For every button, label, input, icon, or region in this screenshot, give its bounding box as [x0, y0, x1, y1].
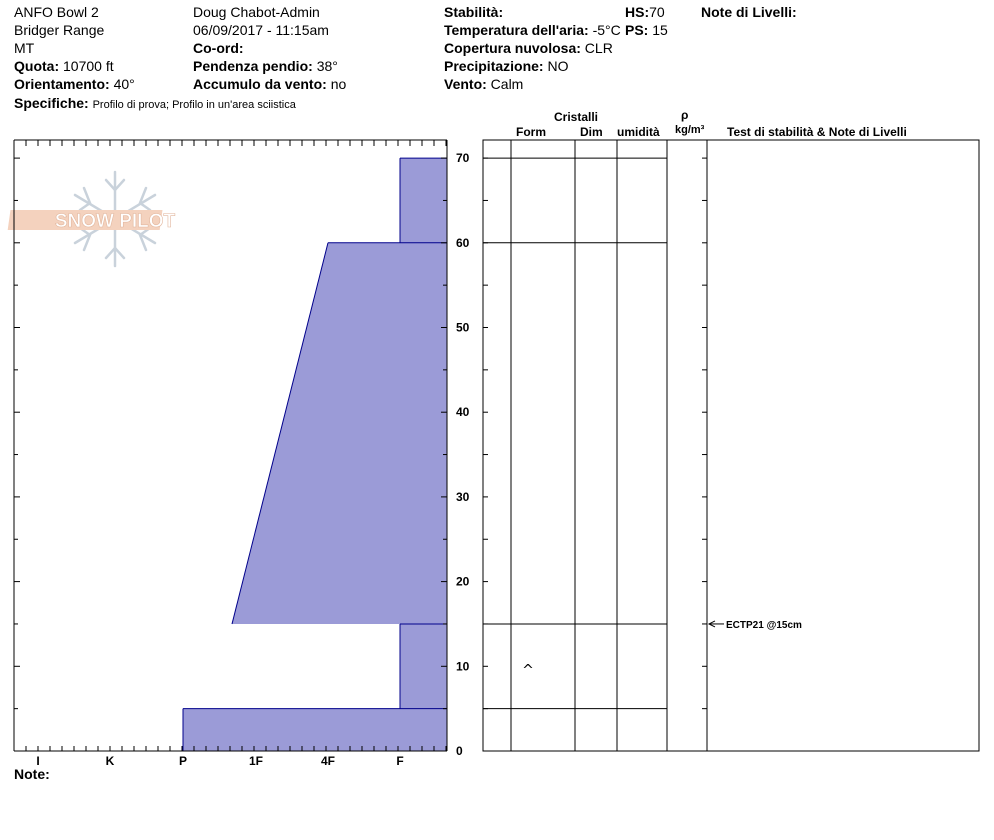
- elevation-label: Quota:: [14, 58, 60, 74]
- specifics-label: Specifiche:: [14, 95, 89, 111]
- size-header: Dim: [580, 125, 603, 139]
- stability-label: Stabilità:: [444, 4, 504, 20]
- height-tick-label: 30: [456, 489, 470, 504]
- observation-datetime: 06/09/2017 - 11:15am: [193, 22, 329, 38]
- ps-value: 15: [652, 22, 668, 38]
- hardness-tick-label: 1F: [248, 754, 264, 768]
- hardness-tick-label: 4F: [320, 754, 336, 768]
- stability-test-label: ECTP21 @15cm: [726, 619, 802, 631]
- crystal-form-symbol: ^: [522, 662, 534, 679]
- logo-text: SNOW PILOT: [54, 211, 176, 232]
- hs-value: 70: [649, 4, 665, 20]
- slope-value: 38°: [316, 58, 338, 74]
- hardness-layer: [183, 709, 447, 751]
- hardness-layer: [232, 243, 447, 624]
- height-tick-label: 10: [456, 659, 470, 674]
- observer-name: Doug Chabot-Admin: [193, 4, 320, 20]
- height-tick-label: 60: [456, 235, 470, 250]
- hardness-profile: [183, 158, 447, 751]
- hardness-tick-label: F: [396, 754, 404, 768]
- wind-loading-label: Accumulo da vento:: [193, 76, 327, 92]
- height-tick-label: 70: [456, 151, 470, 166]
- snowpilot-logo: [8, 172, 176, 266]
- aspect-value: 40°: [113, 76, 135, 92]
- wind-value: Calm: [490, 76, 524, 92]
- precip-value: NO: [547, 58, 569, 74]
- air-temp-value: -5°C: [592, 22, 621, 38]
- hardness-layer: [400, 158, 447, 243]
- layer-table-frame: [483, 140, 979, 751]
- height-tick-label: 50: [456, 320, 470, 335]
- stability-notes-header: Test di stabilità & Note di Livelli: [727, 125, 907, 139]
- moisture-header: umidità: [617, 125, 660, 139]
- height-axis-labels: [456, 151, 470, 758]
- height-tick-label: 0: [456, 744, 463, 758]
- state-name: MT: [14, 40, 35, 56]
- wind-loading-value: no: [330, 76, 347, 92]
- wind-label: Vento:: [444, 76, 487, 92]
- crystals-header: Cristalli: [554, 110, 599, 124]
- ps-label: PS:: [625, 22, 649, 38]
- hardness-layer: [400, 624, 447, 709]
- height-tick-label: 20: [456, 574, 470, 589]
- stability-tests: [709, 620, 802, 631]
- notes-label: Note:: [14, 766, 50, 782]
- slope-label: Pendenza pendio:: [193, 58, 313, 74]
- location-name: ANFO Bowl 2: [14, 4, 99, 20]
- sky-value: CLR: [584, 40, 613, 56]
- aspect-label: Orientamento:: [14, 76, 110, 92]
- form-header: Form: [516, 125, 546, 139]
- hardness-axis-labels: [36, 754, 403, 768]
- range-name: Bridger Range: [14, 22, 105, 38]
- air-temp-label: Temperatura dell'aria:: [444, 22, 589, 38]
- layer-notes-label: Note di Livelli:: [701, 4, 797, 20]
- hs-label: HS:: [625, 4, 650, 20]
- hardness-tick-label: K: [105, 754, 115, 768]
- coord-label: Co-ord:: [193, 40, 244, 56]
- elevation-value: 10700 ft: [63, 58, 114, 74]
- density-unit-header: kg/m³: [675, 124, 705, 136]
- hardness-tick-label: I: [36, 754, 40, 768]
- hardness-tick-label: P: [178, 754, 188, 768]
- height-tick-label: 40: [456, 405, 470, 420]
- precip-label: Precipitazione:: [444, 58, 544, 74]
- sky-label: Copertura nuvolosa:: [444, 40, 581, 56]
- specifics-value: Profilo di prova; Profilo in un'area sciistica: [92, 99, 296, 111]
- crystal-symbols: [522, 662, 534, 678]
- rho-header: ρ: [681, 108, 689, 122]
